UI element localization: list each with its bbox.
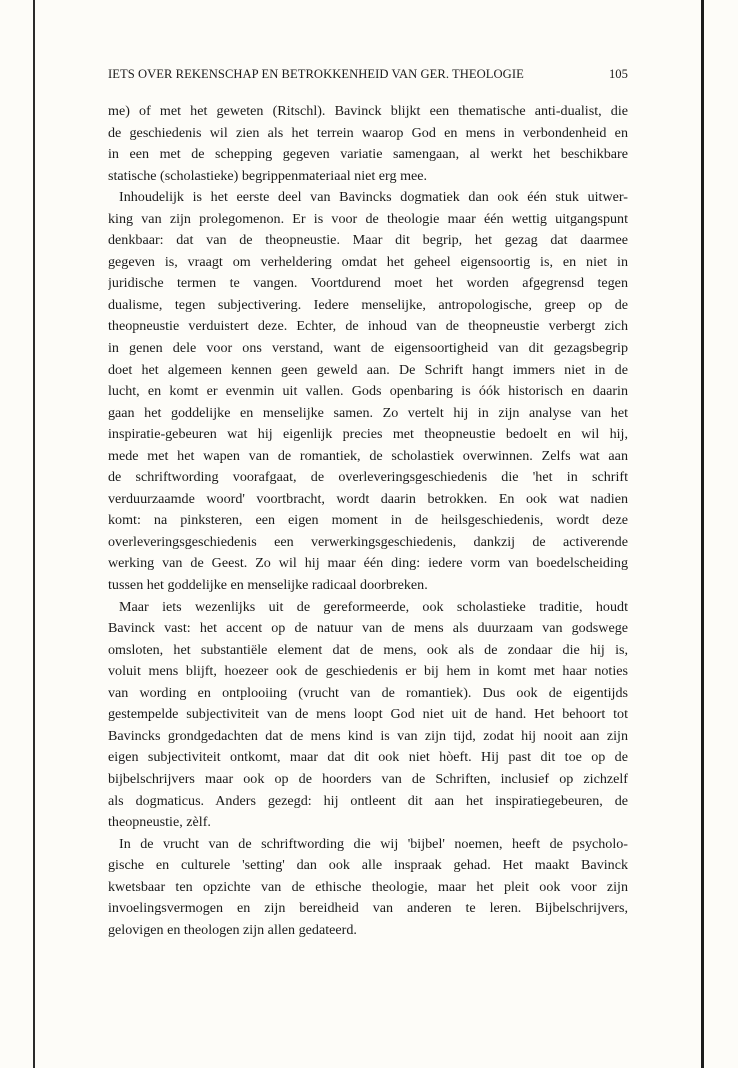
running-header	[108, 67, 628, 85]
text-line: invoelingsvermogen en zijn bereidheid van anderen te leren. Bijbelschrijvers,	[108, 900, 628, 917]
text-line: voluit mens blijft, hoezeer ook de geschiedenis er bij hem in komt met haar noties	[108, 663, 628, 680]
text-line: juridische termen te vangen. Voortdurend moet het worden afgegrensd tegen	[108, 275, 628, 292]
scan-edge-left	[33, 0, 35, 1068]
text-line: In de vrucht van de schriftwording die wij 'bijbel' noemen, heeft de psycholo-	[119, 835, 628, 852]
text-line: eigen subjectiviteit ontkomt, maar dat dit ook niet hòeft. Hij past dit toe op de	[108, 749, 628, 766]
text-line: doet het algemeen kennen geen geweld aan. De Schrift hangt immers niet in de	[108, 361, 628, 378]
scan-edge-right	[701, 0, 704, 1068]
text-line: van wording en ontplooiing (vrucht van de romantiek). Dus ook de eigentijds	[108, 684, 628, 701]
paragraph	[108, 187, 628, 596]
text-line: komt: na pinksteren, een eigen moment in de heilsgeschiedenis, wordt deze	[108, 512, 628, 529]
text-line: mede met het wapen van de romantiek, de scholastiek overwinnen. Zelfs wat aan	[108, 447, 628, 464]
text-line: gaan het goddelijke en menselijke samen. Zo vertelt hij in zijn analyse van het	[108, 404, 628, 421]
text-line: in genen dele voor ons verstand, want de eigensoortigheid van dit gezagsbegrip	[108, 340, 628, 357]
text-line: Bavinck vast: het accent op de natuur van de mens als duurzaam van godswege	[108, 620, 628, 637]
body-text	[108, 101, 628, 941]
text-line: kwetsbaar ten opzichte van de ethische theologie, maar het pleit ook voor zijn	[108, 878, 628, 895]
text-line: king van zijn prolegomenon. Er is voor de theologie maar één wettig uitgangspunt	[108, 210, 628, 227]
text-line: gestempelde subjectiviteit van de mens loopt God niet uit de hand. Het behoort tot	[108, 706, 628, 723]
text-line: Bavincks grondgedachten dat de mens kind is van zijn tijd, zodat hij nooit aan zijn	[108, 727, 628, 744]
text-line: Maar iets wezenlijks uit de gereformeerde, ook scholastieke traditie, houdt	[119, 598, 628, 615]
text-line: de geschiedenis wil zien als het terrein waarop God en mens in verbondenheid en	[108, 124, 628, 141]
text-line: theopneustie verduistert deze. Echter, de inhoud van de theopneustie verbergt zich	[108, 318, 628, 335]
text-line: inspiratie-gebeuren wat hij eigenlijk precies met theopneustie bedoelt en wil hij,	[108, 426, 628, 443]
text-line: me) of met het geweten (Ritschl). Bavinck blijkt een thematische anti-dualist, die	[108, 103, 628, 119]
text-line: de schriftwording voorafgaat, de overleveringsgeschiedenis die 'het in schrift	[108, 469, 628, 486]
paragraph	[108, 597, 628, 834]
text-line: Inhoudelijk is het eerste deel van Bavincks dogmatiek dan ook één stuk uitwer-	[119, 189, 628, 206]
text-line: overleveringsgeschiedenis een verwerkingsgeschiedenis, dankzij de activerende	[108, 533, 628, 550]
paragraph	[108, 834, 628, 942]
text-line: gische en culturele 'setting' dan ook alle inspraak gehad. Het maakt Bavinck	[108, 857, 628, 874]
text-line: als dogmaticus. Anders gezegd: hij ontleent dit aan het inspiratiegebeuren, de	[108, 792, 628, 809]
text-line: denkbaar: dat van de theopneustie. Maar dit begrip, het gezag dat daarmee	[108, 232, 628, 249]
text-line: lucht, en komt er evenmin uit vallen. Gods openbaring is óók historisch en daarin	[108, 383, 628, 400]
text-line: theopneustie, zèlf.	[108, 814, 211, 831]
text-line: tussen het goddelijke en menselijke radicaal doorbreken.	[108, 577, 428, 594]
text-line: bijbelschrijvers maar ook op de hoorders van de Schriften, inclusief op zichzelf	[108, 770, 628, 787]
text-line: dualisme, tegen subjectivering. Iedere menselijke, antropologische, greep op de	[108, 296, 628, 313]
running-header-title: IETS OVER REKENSCHAP EN BETROKKENHEID VAN GER. THEOLOGIE	[108, 67, 524, 81]
paragraph	[108, 101, 628, 187]
text-line: statische (scholastieke) begrippenmateriaal niet erg mee.	[108, 167, 428, 184]
text-line: omsloten, het substantiële element dat de mens, ook als de zondaar die hij is,	[108, 641, 628, 658]
text-line: gegeven is, vraagt om verheldering omdat het geheel eigensoortig is, en niet in	[108, 253, 628, 270]
page-number: 105	[608, 67, 628, 81]
text-line: in een met de schepping gegeven variatie samengaan, al werkt het beschikbare	[108, 146, 628, 163]
text-line: gelovigen en theologen zijn allen gedateerd.	[108, 921, 357, 938]
text-line: verduurzaamde woord' voortbracht, wordt daarin betrokken. En ook wat nadien	[108, 490, 628, 507]
text-line: werking van de Geest. Zo wil hij maar één ding: iedere vorm van boedelscheiding	[108, 555, 628, 572]
